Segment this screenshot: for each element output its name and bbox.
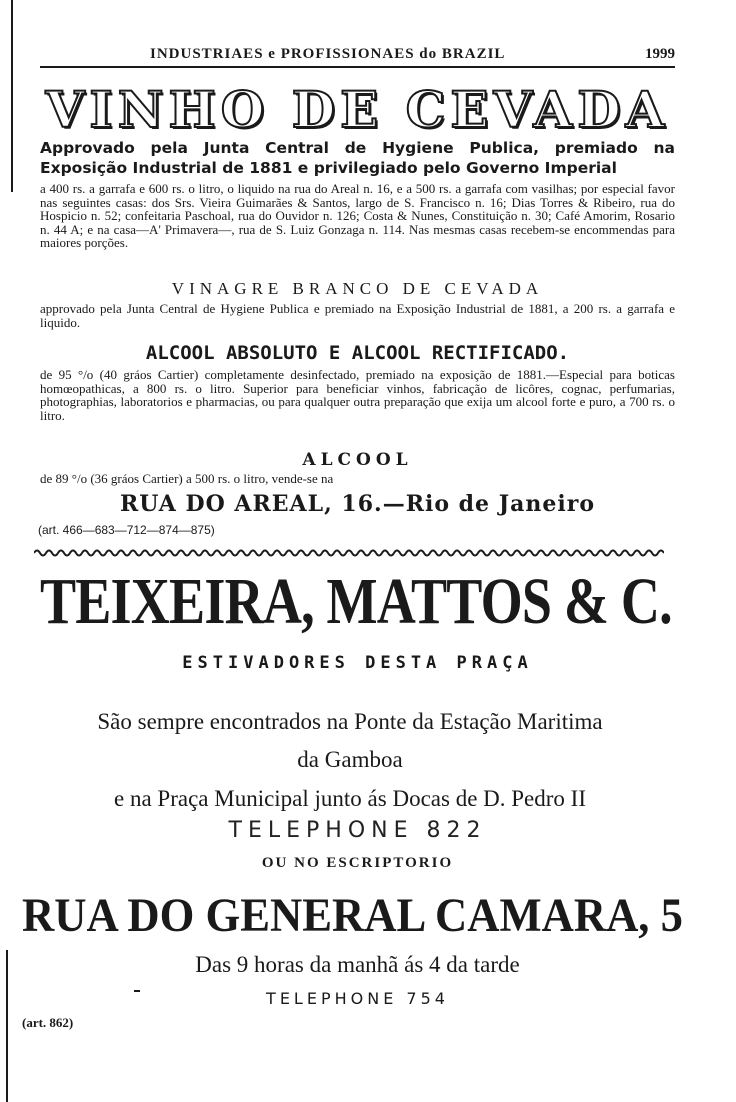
vinho-art-ref: (art. 466—683—712—874—875) bbox=[38, 523, 215, 537]
vinho-ad-title: VINHO DE CEVADA bbox=[45, 80, 670, 139]
general-camara-address: RUA DO GENERAL CAMARA, 5 bbox=[22, 889, 683, 942]
margin-rule-top bbox=[11, 0, 13, 192]
teixeira-subtitle: ESTIVADORES DESTA PRAÇA bbox=[182, 653, 533, 673]
running-header bbox=[40, 44, 675, 68]
running-title: INDUSTRIAES e PROFISSIONAES do BRAZIL bbox=[150, 46, 506, 62]
areal-address bbox=[40, 490, 675, 518]
vinho-approval-text: Approvado pela Junta Central de Hygiene Publica, premiado na Exposição Industrial de 1881 e privilegiado pelo Governo Imperial bbox=[40, 139, 675, 177]
teixeira-company-name: TEIXEIRA, MATTOS & C. bbox=[40, 565, 672, 638]
telephone-754: TELEPHONE 754 bbox=[266, 989, 449, 1008]
alcool-text: de 95 °/o (40 gráos Cartier) completamente desinfectado, premiado na exposição de 1881.—Especial para boticas homœopathicas, a 800 rs. o litro. Superior para beneficiar vinhos, fabricação de licôres, cognac, perfumarias, photographias, laboratorios e pharmacias, ou para qualquer outra preparação que exija um alcool forte e puro, a 700 rs. o litro. bbox=[40, 367, 675, 423]
alcool2-text: de 89 °/o (36 gráos Cartier) a 500 rs. o litro, vende-se na bbox=[40, 471, 334, 486]
wavy-divider bbox=[34, 548, 664, 558]
areal-street: RUA DO AREAL, bbox=[120, 491, 333, 517]
teixeira-line3: e na Praça Municipal junto ás Docas de D. Pedro II bbox=[114, 786, 586, 811]
teixeira-art-ref: (art. 862) bbox=[22, 1015, 74, 1030]
areal-number: 16.— bbox=[341, 491, 406, 517]
page-number: 1999 bbox=[645, 46, 675, 62]
telephone-822: TELEPHONE 822 bbox=[228, 818, 487, 843]
teixeira-line2: da Gamboa bbox=[297, 747, 403, 772]
margin-rule-bottom bbox=[6, 950, 8, 1102]
vinagre-text: approvado pela Junta Central de Hygiene Publica e premiado na Exposição Industrial de 1881, a 200 rs. a garrafa e liquido. bbox=[40, 301, 675, 330]
teixeira-line1: São sempre encontrados na Ponte da Estação Maritima bbox=[97, 709, 603, 734]
vinho-prices-text: a 400 rs. a garrafa e 600 rs. o litro, o liquido na rua do Areal n. 16, e a 500 rs. a garrafa com vasilhas; por especial favor nas seguintes casas: dos Srs. Vieira Guimarães & Santos, largo de S. Francisco n. 16; Dias Torres & Ribeiro, rua do Hospicio n. 52; confeitaria Paschoal, rua do Ouvidor n. 126; Costa & Nunes, Constituição n. 30; Café Amorim, Rosario n. 44 A; e na casa—A' Primavera—, rua de S. Luiz Gonzaga n. 114. Nas mesmas casas recebem-se encommendas para maiores porções. bbox=[40, 181, 675, 250]
office-hours: Das 9 horas da manhã ás 4 da tarde bbox=[195, 952, 520, 977]
escritorio-label: OU NO ESCRIPTORIO bbox=[261, 855, 454, 871]
areal-city: Rio de Janeiro bbox=[405, 491, 595, 517]
alcool-title: ALCOOL ABSOLUTO E ALCOOL RECTIFICADO. bbox=[145, 342, 570, 364]
vinagre-title: VINAGRE BRANCO DE CEVADA bbox=[171, 279, 544, 298]
alcool2-title: ALCOOL bbox=[302, 450, 413, 470]
